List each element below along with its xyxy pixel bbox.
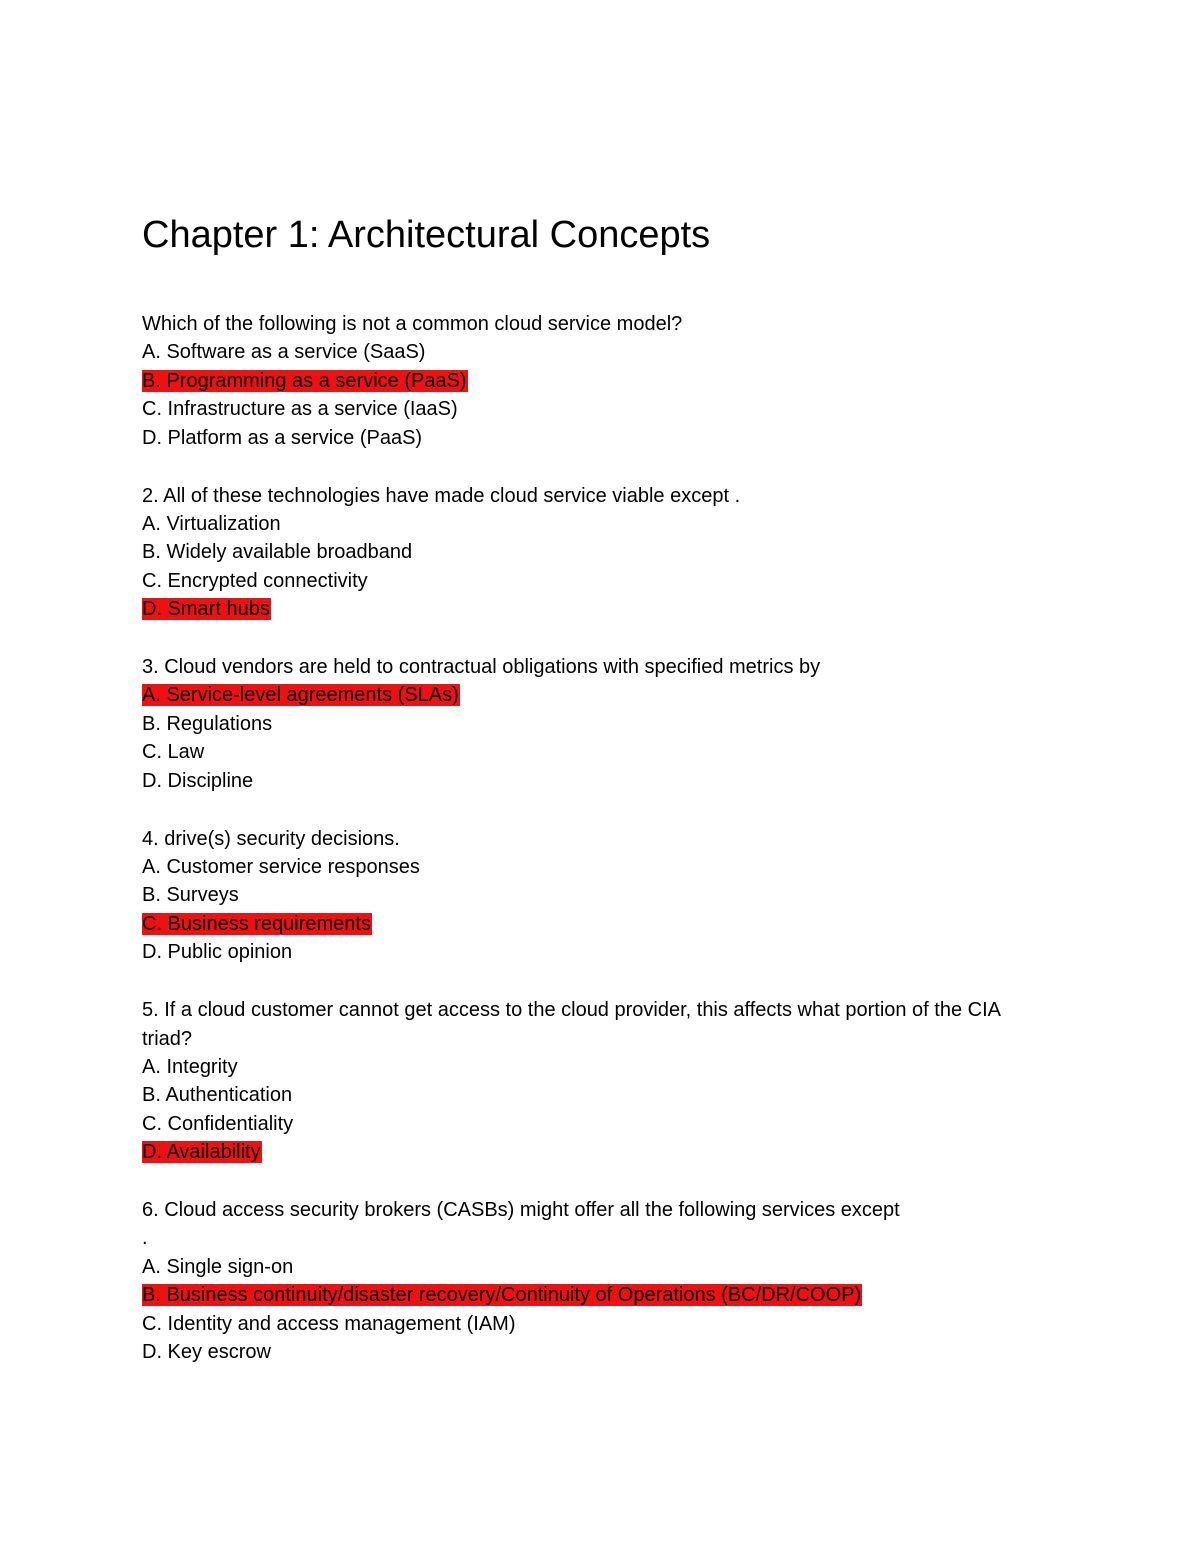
correct-answer-highlight: B. Business continuity/disaster recovery/Continuity of Operations (BC/DR/COOP) — [142, 1284, 862, 1307]
answer-option-correct — [142, 910, 1062, 938]
question-text: 5. If a cloud customer cannot get access to the cloud provider, this affects what portion of the CIA triad? — [142, 999, 1000, 1050]
question-text: 6. Cloud access security brokers (CASBs) might offer all the following services except — [142, 1199, 900, 1222]
answer-option: D. Public opinion — [142, 941, 293, 964]
correct-answer-highlight: A. Service-level agreements (SLAs) — [142, 684, 459, 707]
answer-option: B. Authentication — [142, 1084, 293, 1107]
answer-option: B. Regulations — [142, 712, 273, 735]
question-block — [142, 653, 1062, 795]
answer-option: C. Law — [142, 741, 205, 764]
answer-option: D. Platform as a service (PaaS) — [142, 426, 423, 449]
answer-option-correct — [142, 1281, 1062, 1309]
question-text-continuation: . — [142, 1227, 148, 1250]
document-page — [142, 212, 1062, 1396]
answer-option: B. Widely available broadband — [142, 541, 413, 564]
question-text: Which of the following is not a common cloud service model? — [142, 313, 683, 335]
question-text: 3. Cloud vendors are held to contractual obligations with specified metrics by — [142, 656, 821, 679]
answer-option: C. Confidentiality — [142, 1112, 294, 1135]
answer-option: C. Identity and access management (IAM) — [142, 1312, 516, 1335]
question-block — [142, 825, 1062, 967]
correct-answer-highlight: C. Business requirements — [142, 912, 371, 935]
question-block — [142, 482, 1062, 624]
answer-option-correct — [142, 595, 1062, 623]
answer-option: D. Discipline — [142, 769, 254, 792]
answer-option: D. Key escrow — [142, 1341, 271, 1364]
answer-option-correct — [142, 681, 1062, 709]
answer-option: C. Infrastructure as a service (IaaS) — [142, 398, 458, 421]
correct-answer-highlight: D. Availability — [142, 1141, 261, 1164]
answer-option: A. Integrity — [142, 1055, 238, 1078]
question-text: 4. drive(s) security decisions. — [142, 827, 400, 850]
answer-option: A. Virtualization — [142, 512, 281, 535]
answer-option: A. Customer service responses — [142, 856, 420, 878]
question-block — [142, 1196, 1062, 1366]
page-title: Chapter 1: Architectural Concepts — [142, 214, 711, 256]
answer-option: A. Software as a service (SaaS) — [142, 341, 426, 364]
answer-option-correct — [142, 1138, 1062, 1166]
answer-option: C. Encrypted connectivity — [142, 569, 368, 592]
correct-answer-highlight: D. Smart hubs — [142, 598, 270, 621]
question-block — [142, 310, 1062, 452]
answer-option: B. Surveys — [142, 884, 239, 907]
correct-answer-highlight: B. Programming as a service (PaaS) — [142, 369, 467, 392]
answer-option-correct — [142, 367, 1062, 395]
answer-option: A. Single sign-on — [142, 1255, 294, 1278]
question-block — [142, 996, 1062, 1166]
question-text: 2. All of these technologies have made cloud service viable except . — [142, 484, 741, 507]
